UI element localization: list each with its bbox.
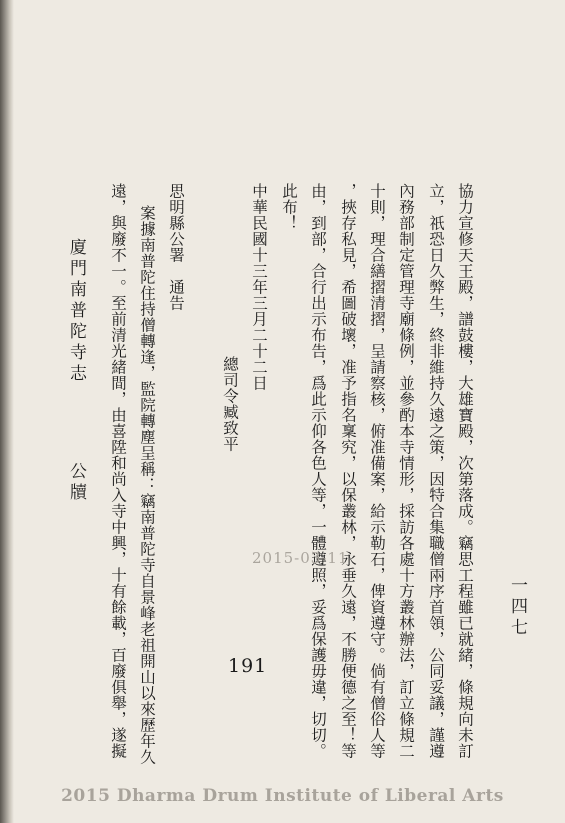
text-column-7: 此布！ [280, 183, 298, 231]
text-column-12: 遠，與廢不一。至前清光緒間，由喜陞和尚入寺中興，十有餘載，百廢俱舉，遂擬 [109, 183, 127, 759]
page-number-chinese: 一四七 [507, 576, 527, 639]
text-column-4: 十則，理合繕摺清摺，呈請察核，俯准備案，給示勒石，俾資遵守。倘有僧俗人等 [368, 183, 386, 759]
text-column-5: ，挾存私見，希圖破壞，准予指名稟究，以保叢林，永垂久遠，不勝便德之至！等 [339, 183, 357, 759]
text-column-3: 內務部制定管理寺廟條例，並參酌本寺情形，採訪各處十方叢林辦法，訂立條規二 [397, 183, 415, 759]
signatory: 總司令臧致平 [221, 356, 239, 452]
archive-date-stamp: 2015-03-11 [252, 549, 349, 567]
text-column-2: 立，祇恐日久弊生，終非維持久遠之策，因特合集職僧兩序首領，公同妥議，謹遵 [427, 183, 445, 759]
text-column-6: 由，到部，合行出示布告，爲此示仰各色人等，一體遵照，妥爲保護毋違，切切。 [309, 183, 327, 759]
issue-date: 中華民國十三年三月二十二日 [250, 183, 268, 391]
text-column-1: 協力宣修天王殿，譜鼓樓，大雄寶殿，次第落成。竊思工程雖已就緒，條規向未訂 [456, 183, 474, 759]
section-label: 公牘 [66, 462, 86, 504]
notice-heading: 思明縣公署 通告 [167, 183, 185, 311]
text-column-11: 案據南普陀住持僧轉逢，監院轉塵呈稱：竊南普陀寺自景峰老祖開山以來歷年久 [138, 205, 156, 765]
running-title: 廈門南普陀寺志 [66, 238, 86, 385]
scan-edge-shadow [0, 0, 14, 823]
page-number-arabic: 191 [228, 655, 268, 677]
watermark: 2015 Dharma Drum Institute of Liberal Arts [61, 786, 504, 806]
